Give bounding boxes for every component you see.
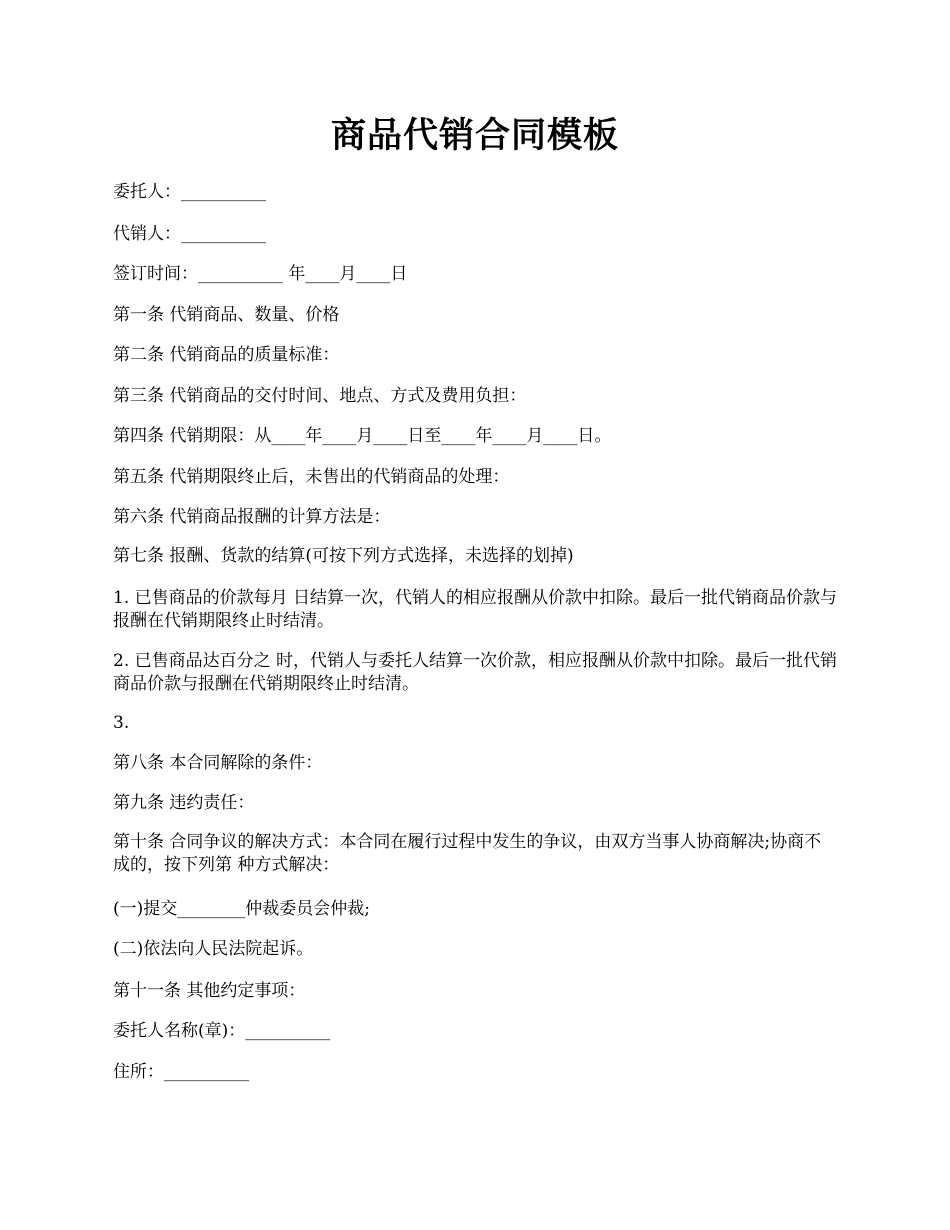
paragraph-signing-date: 签订时间：__________ 年____月____日 <box>113 264 408 284</box>
paragraph-article-4: 第四条 代销期限：从____年____月____日至____年____月____日。 <box>113 426 612 446</box>
paragraph-litigation: (二)依法向人民法院起诉。 <box>113 939 314 959</box>
paragraph-article-10: 第十条 合同争议的解决方式：本合同在履行过程中发生的争议，由双方当事人协商解决;协商不成的，按下列第 种方式解决： <box>113 832 822 875</box>
paragraph-article-9: 第九条 违约责任： <box>113 793 255 813</box>
paragraph-article-7: 第七条 报酬、货款的结算(可按下列方式选择，未选择的划掉) <box>113 546 574 566</box>
paragraph-article-11: 第十一条 其他约定事项： <box>113 981 306 1001</box>
paragraph-consignor: 委托人：__________ <box>113 182 266 202</box>
paragraph-article-3: 第三条 代销商品的交付时间、地点、方式及费用负担： <box>113 386 527 406</box>
paragraph-arbitration: (一)提交________仲裁委员会仲裁; <box>113 899 370 919</box>
document-title: 商品代销合同模板 <box>330 115 619 156</box>
paragraph-option-3: 3. <box>113 713 130 733</box>
paragraph-article-8: 第八条 本合同解除的条件： <box>113 753 323 773</box>
paragraph-article-2: 第二条 代销商品的质量标准： <box>113 345 340 365</box>
paragraph-consignor-seal: 委托人名称(章)：__________ <box>113 1021 331 1041</box>
paragraph-address: 住所：__________ <box>113 1062 249 1082</box>
paragraph-option-2: 2. 已售商品达百分之 时，代销人与委托人结算一次价款，相应报酬从价款中扣除。最后一批代销商品价款与报酬在代销期限终止时结清。 <box>113 651 838 694</box>
paragraph-consignee: 代销人：__________ <box>113 224 266 244</box>
paragraph-option-1: 1. 已售商品的价款每月 日结算一次，代销人的相应报酬从价款中扣除。最后一批代销商品价款与报酬在代销期限终止时结清。 <box>113 588 838 631</box>
paragraph-article-6: 第六条 代销商品报酬的计算方法是： <box>113 507 391 527</box>
paragraph-article-1: 第一条 代销商品、数量、价格 <box>113 305 340 325</box>
paragraph-article-5: 第五条 代销期限终止后，未售出的代销商品的处理： <box>113 467 510 487</box>
